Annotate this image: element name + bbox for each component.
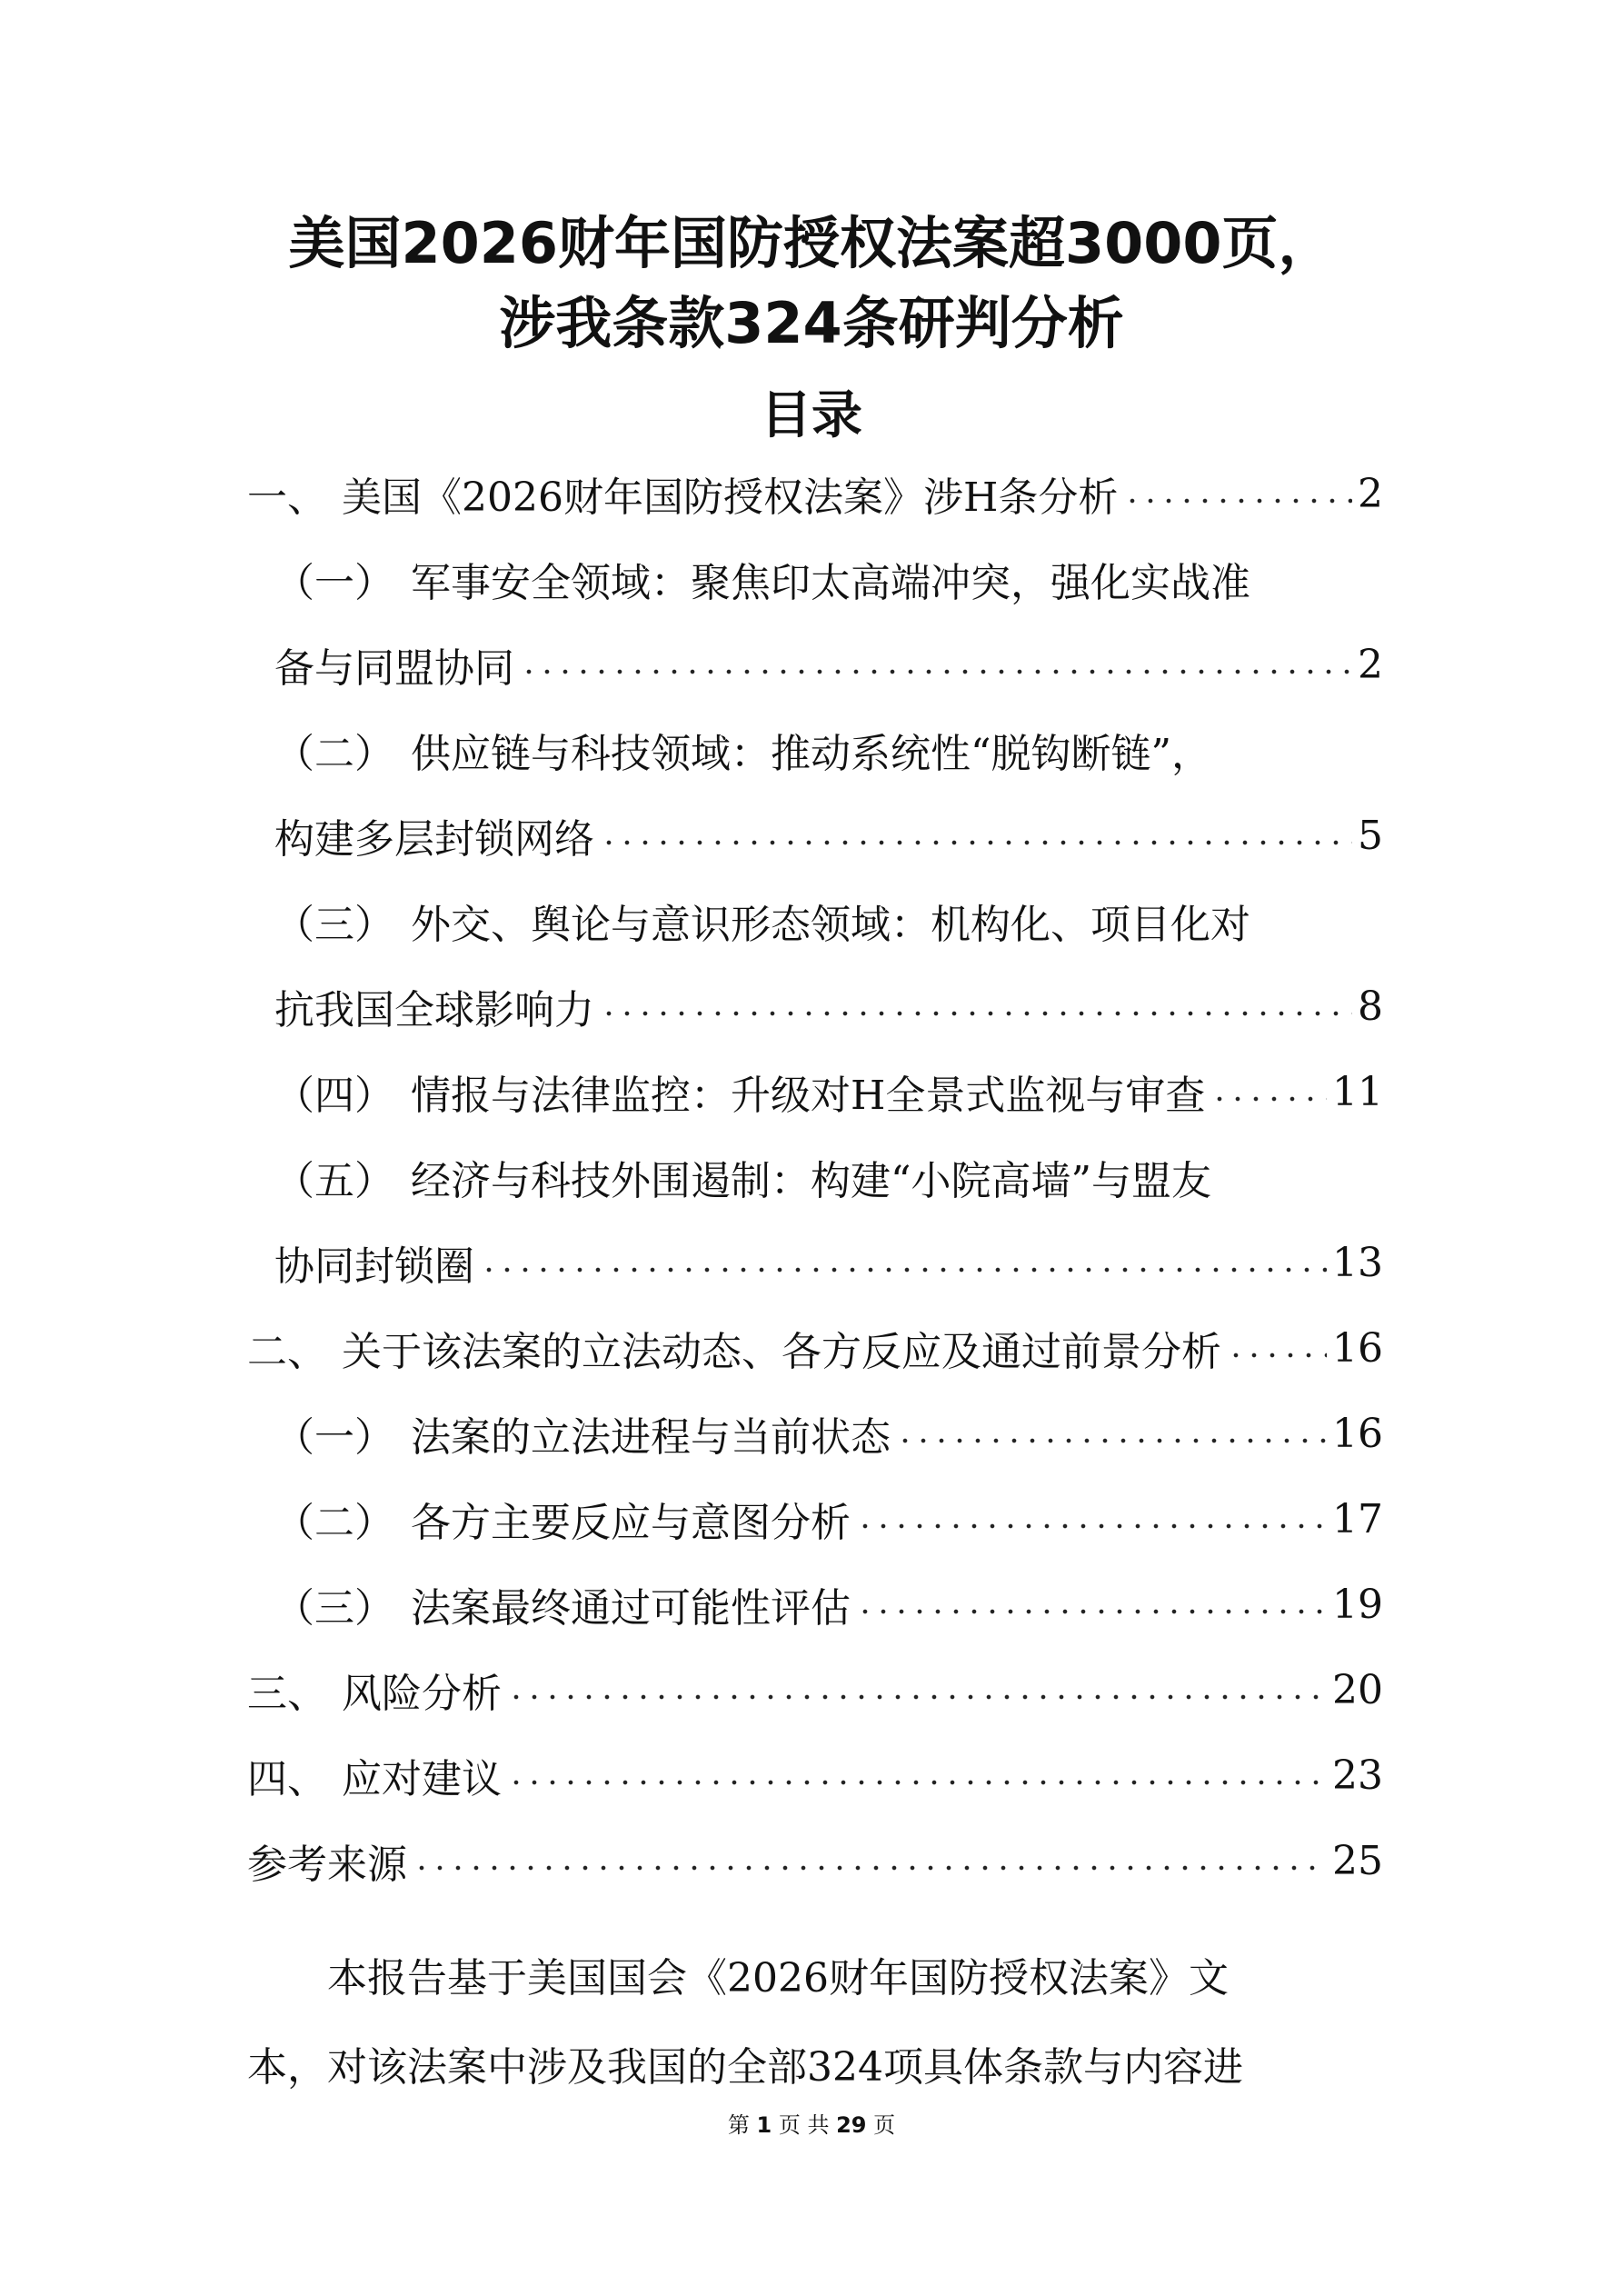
toc-entry-number: （三） <box>274 1585 394 1632</box>
toc-entry[interactable] <box>274 549 1383 609</box>
toc-entry[interactable] <box>274 1489 1383 1549</box>
toc-leader-dots <box>856 1520 1327 1532</box>
body-paragraph <box>247 1934 1383 2112</box>
toc-entry[interactable] <box>274 1062 1383 1122</box>
toc-entry-continuation[interactable] <box>274 805 1383 865</box>
toc-entry-text: 经济与科技外围遏制：构建“小院高墙”与盟友 <box>411 1158 1211 1204</box>
toc-entry-text-continued: 备与同盟协同 <box>274 645 514 692</box>
toc-entry-text: 参考来源 <box>247 1842 407 1888</box>
toc-entry[interactable] <box>247 1831 1383 1891</box>
toc-entry-page: 16 <box>1332 1410 1383 1457</box>
toc-entry-page: 2 <box>1358 641 1383 688</box>
toc-leader-dots <box>507 1691 1327 1703</box>
toc-leader-dots <box>1210 1093 1327 1105</box>
toc-entry-page: 5 <box>1358 812 1383 859</box>
toc-leader-dots <box>600 1007 1352 1020</box>
toc-leader-dots <box>507 1776 1327 1789</box>
toc-entry-text: 法案最终通过可能性评估 <box>411 1585 851 1632</box>
toc-entry-number: 四、 <box>247 1756 327 1802</box>
toc-entry-page: 16 <box>1332 1324 1383 1372</box>
toc-entry[interactable] <box>274 891 1383 951</box>
footer-suffix: 页 <box>873 2112 896 2138</box>
toc-entry[interactable] <box>247 1318 1383 1378</box>
toc-entry-text: 情报与法律监控：升级对H全景式监视与审查 <box>411 1073 1206 1119</box>
toc-entry-text-continued: 抗我国全球影响力 <box>274 987 594 1033</box>
body-line: 本，对该法案中涉及我国的全部324项具体条款与内容进 <box>247 2044 1243 2091</box>
toc-entry-number: （四） <box>274 1073 394 1119</box>
toc-entry-page: 25 <box>1332 1837 1383 1884</box>
toc-entry-text: 法案的立法进程与当前状态 <box>411 1414 891 1461</box>
toc-leader-dots <box>856 1605 1327 1618</box>
toc-leader-dots <box>520 665 1352 678</box>
toc-entry-continuation[interactable] <box>274 1233 1383 1293</box>
toc-entry-text: 供应链与科技领域：推动系统性“脱钩断链”， <box>411 731 1211 777</box>
toc-entry-page: 17 <box>1332 1495 1383 1542</box>
footer-middle: 页 共 <box>778 2112 830 2138</box>
toc-entry[interactable] <box>274 1147 1383 1207</box>
toc-entry[interactable] <box>274 720 1383 780</box>
toc-entry-number: 一、 <box>247 474 327 521</box>
toc-heading: 目录 <box>761 386 862 445</box>
toc-entry-continuation[interactable] <box>274 976 1383 1036</box>
toc-entry-number: （五） <box>274 1158 394 1204</box>
toc-entry-text: 风险分析 <box>342 1671 502 1717</box>
toc-entry-continuation[interactable] <box>274 634 1383 694</box>
toc-entry-number: （二） <box>274 731 394 777</box>
toc-entry-page: 13 <box>1332 1239 1383 1286</box>
toc-entry-page: 11 <box>1332 1068 1383 1115</box>
toc-entry-number: 二、 <box>247 1329 327 1375</box>
toc-entry-number: （三） <box>274 902 394 948</box>
toc-leader-dots <box>1123 494 1352 507</box>
footer-prefix: 第 <box>727 2112 750 2138</box>
toc-entry[interactable] <box>247 1660 1383 1720</box>
toc-entry-text: 军事安全领域：聚焦印太高端冲突，强化实战准 <box>411 560 1250 606</box>
footer-total-pages: 29 <box>836 2112 867 2138</box>
toc-entry[interactable] <box>247 464 1383 524</box>
toc-entry-number: （二） <box>274 1500 394 1546</box>
toc-entry[interactable] <box>247 1745 1383 1805</box>
toc-entry-number: 三、 <box>247 1671 327 1717</box>
toc-entry-page: 2 <box>1358 470 1383 517</box>
page-footer <box>0 2107 1623 2139</box>
body-line: 本报告基于美国国会《2026财年国防授权法案》文 <box>327 1955 1229 2002</box>
toc-entry-page: 23 <box>1332 1752 1383 1799</box>
toc-leader-dots <box>600 836 1352 849</box>
toc-leader-dots <box>480 1263 1327 1276</box>
toc-entry-number: （一） <box>274 560 394 606</box>
document-title-line-1: 美国2026财年国防授权法案超3000页， <box>288 210 1335 276</box>
toc-entry-text: 各方主要反应与意图分析 <box>411 1500 851 1546</box>
toc-leader-dots <box>896 1434 1327 1447</box>
toc-entry-text: 美国《2026财年国防授权法案》涉H条分析 <box>342 474 1119 521</box>
toc-entry-text: 关于该法案的立法动态、各方反应及通过前景分析 <box>342 1329 1221 1375</box>
toc-entry-text: 应对建议 <box>342 1756 502 1802</box>
toc-leader-dots <box>413 1862 1327 1874</box>
toc-entry-page: 8 <box>1358 983 1383 1030</box>
toc-entry-number: （一） <box>274 1414 394 1461</box>
footer-current-page: 1 <box>756 2112 772 2138</box>
toc-entry[interactable] <box>274 1403 1383 1463</box>
toc-entry-text-continued: 构建多层封锁网络 <box>274 816 594 863</box>
toc-entry[interactable] <box>274 1574 1383 1634</box>
toc-entry-text-continued: 协同封锁圈 <box>274 1243 474 1290</box>
document-title-line-2: 涉我条款324条研判分析 <box>499 290 1124 356</box>
toc-leader-dots <box>1227 1349 1327 1362</box>
toc-entry-page: 19 <box>1332 1581 1383 1628</box>
toc-entry-text: 外交、舆论与意识形态领域：机构化、项目化对 <box>411 902 1250 948</box>
toc-entry-page: 20 <box>1332 1666 1383 1713</box>
